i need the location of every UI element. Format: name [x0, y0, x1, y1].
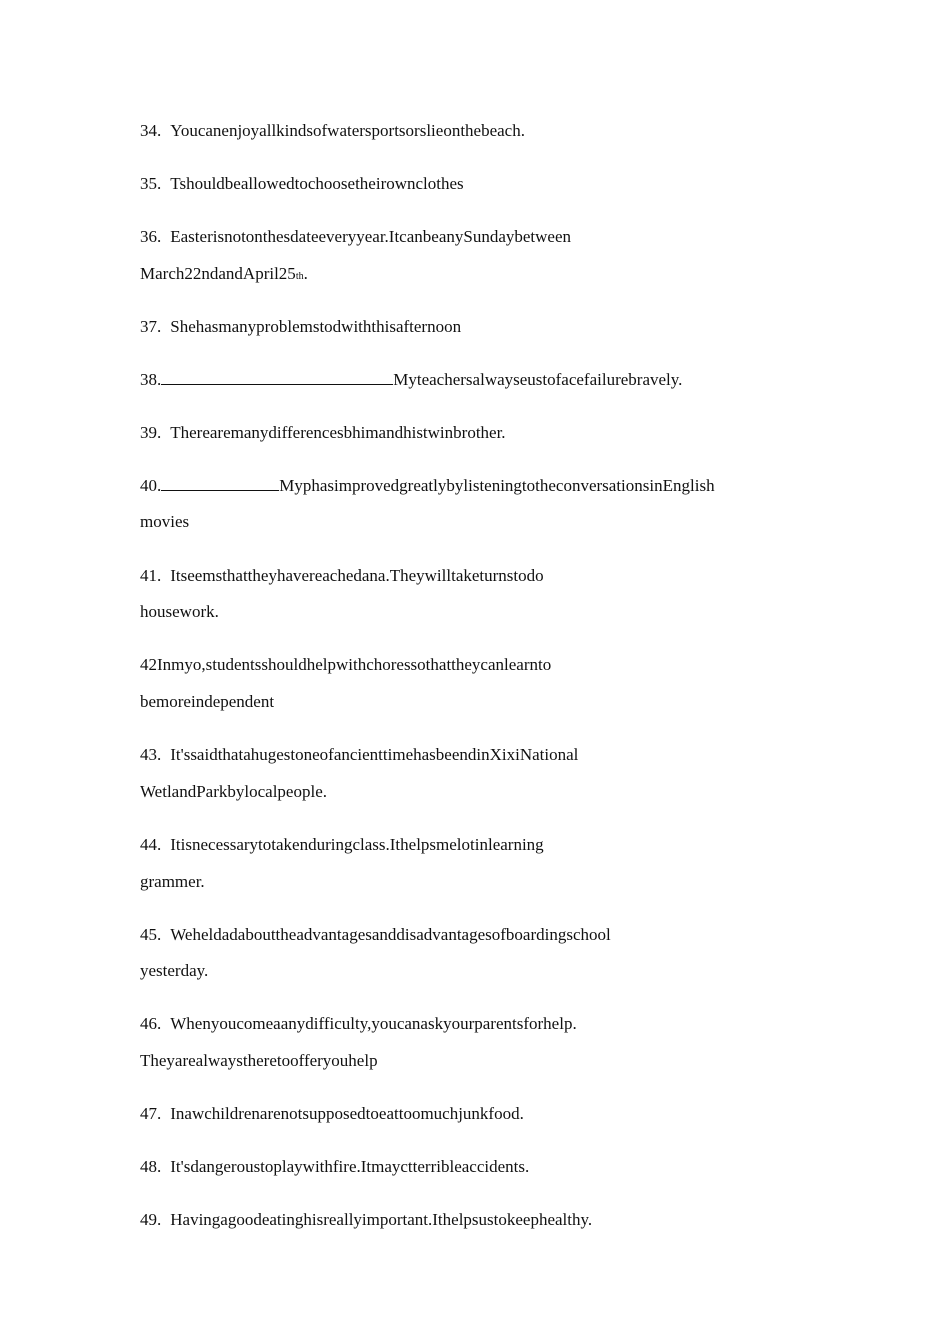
item-49 — [140, 1210, 592, 1230]
item-text: Easterisnotonthesdateeveryyear.ItcanbeanySundaybetween — [170, 227, 572, 246]
item-text: It'sdangeroustoplaywithfire.Itmayctterribleaccidents. — [170, 1157, 530, 1176]
item-43-continuation — [140, 782, 327, 802]
item-42 — [140, 655, 551, 675]
item-number: 41. — [140, 566, 162, 585]
item-text: Youcanenjoyallkindsofwatersportsorslieonthebeach. — [170, 121, 525, 140]
item-44-continuation — [140, 872, 205, 892]
item-text: MyphasimprovedgreatlybylisteningtotheconversationsinEnglish — [279, 476, 715, 495]
item-43 — [140, 745, 578, 765]
ordinal-suffix: th — [295, 271, 304, 282]
item-number: 48. — [140, 1157, 162, 1176]
item-text: Weheldadabouttheadvantagesanddisadvantagesofboardingschool — [170, 925, 611, 944]
item-41-continuation — [140, 602, 219, 622]
item-number: 44. — [140, 835, 162, 854]
item-continuation-text: bemoreindependent — [140, 692, 275, 711]
item-47 — [140, 1104, 524, 1124]
item-number: 37. — [140, 317, 162, 336]
item-48 — [140, 1157, 529, 1177]
item-continuation-text: housework. — [140, 602, 219, 621]
item-number: 42 — [140, 655, 157, 674]
item-text: Shehasmanyproblemstodwiththisafternoon — [170, 317, 462, 336]
item-text: Inmyo,studentsshouldhelpwithchoressothattheycanlearnto — [157, 655, 552, 674]
item-36 — [140, 227, 571, 247]
item-continuation-text: grammer. — [140, 872, 205, 891]
item-44 — [140, 835, 544, 855]
item-40 — [140, 476, 715, 496]
item-text: Inawchildrenarenotsupposedtoeattoomuchjunkfood. — [170, 1104, 524, 1123]
item-number: 43. — [140, 745, 162, 764]
item-text: Whenyoucomeaanydifficulty,youcanaskyourparentsforhelp. — [170, 1014, 577, 1033]
item-continuation-text: movies — [140, 512, 190, 531]
item-37 — [140, 317, 461, 337]
item-number: 38. — [140, 370, 162, 389]
item-38 — [140, 370, 682, 390]
item-text: It'ssaidthatahugestoneofancienttimehasbeendinXixiNational — [170, 745, 579, 764]
item-continuation-text: Theyarealwaystheretoofferyouhelp — [140, 1051, 378, 1070]
item-number: 47. — [140, 1104, 162, 1123]
item-continuation-text: March22ndandApril25 — [140, 264, 296, 283]
item-number: 34. — [140, 121, 162, 140]
item-36-continuation — [140, 264, 308, 287]
item-number: 39. — [140, 423, 162, 442]
item-41 — [140, 566, 544, 586]
item-46 — [140, 1014, 577, 1034]
answer-blank[interactable] — [161, 476, 279, 491]
item-45-continuation — [140, 961, 208, 981]
item-number: 49. — [140, 1210, 162, 1229]
item-text: Tshouldbeallowedtochoosetheirownclothes — [170, 174, 464, 193]
item-45 — [140, 925, 611, 945]
answer-blank[interactable] — [161, 370, 393, 385]
item-42-continuation — [140, 692, 274, 712]
item-number: 46. — [140, 1014, 162, 1033]
item-text: Therearemanydifferencesbhimandhistwinbrother. — [170, 423, 506, 442]
item-number: 40. — [140, 476, 162, 495]
item-34 — [140, 121, 525, 141]
item-46-continuation — [140, 1051, 378, 1071]
item-continuation-text: WetlandParkbylocalpeople. — [140, 782, 327, 801]
item-35 — [140, 174, 464, 194]
item-continuation-text: yesterday. — [140, 961, 209, 980]
item-text: Havingagoodeatinghisreallyimportant.Ithelpsustokeephealthy. — [170, 1210, 593, 1229]
item-text: Myteachersalwayseustofacefailurebravely. — [393, 370, 683, 389]
item-39 — [140, 423, 506, 443]
item-40-continuation — [140, 512, 189, 532]
item-continuation-tail: . — [303, 264, 308, 283]
item-number: 35. — [140, 174, 162, 193]
item-text: Itisnecessarytotakenduringclass.Ithelpsmelotinlearning — [170, 835, 544, 854]
item-number: 45. — [140, 925, 162, 944]
item-number: 36. — [140, 227, 162, 246]
item-text: Itseemsthattheyhavereachedana.Theywilltaketurnstodo — [170, 566, 544, 585]
